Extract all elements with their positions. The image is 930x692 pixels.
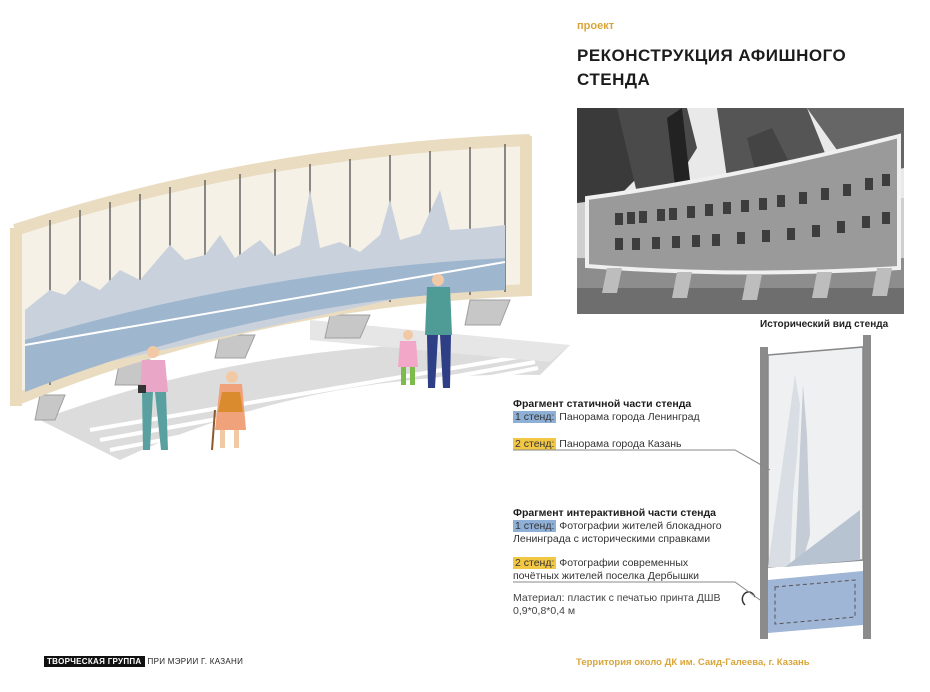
historic-caption: Исторический вид стенда — [760, 319, 889, 330]
page-title: РЕКОНСТРУКЦИЯ АФИШНОГО СТЕНДА — [577, 46, 847, 89]
stand-1-label: 1 стенд: — [515, 520, 555, 532]
footer-brand — [44, 656, 243, 667]
static-section-heading: Фрагмент статичной части стенда — [513, 398, 692, 410]
stand-2-label: 2 стенд: — [515, 438, 555, 450]
interactive-section-heading: Фрагмент интерактивной части стенда — [513, 507, 717, 519]
material-note: Материал: пластик с печатью принта ДШВ 0,9*0,8*0,4 м — [513, 592, 721, 617]
stand-2-label: 2 стенд: — [515, 557, 555, 569]
stand-2-text: Фотографии современных почётных жителей поселка Дербышки — [513, 557, 699, 582]
stand-1-label: 1 стенд: — [515, 411, 555, 423]
stand-1-text: Фотографии жителей блокадного Ленинграда с историческими справками — [513, 520, 722, 545]
brand-tag: ТВОРЧЕСКАЯ ГРУППА — [44, 656, 145, 667]
project-kicker: проект — [577, 20, 615, 32]
brand-rest: ПРИ МЭРИИ Г. КАЗАНИ — [147, 657, 244, 666]
stand-1-text: Панорама города Ленинград — [556, 411, 700, 423]
stand-2-text: Панорама города Казань — [556, 438, 682, 450]
footer-location: Территория около ДК им. Саид-Галеева, г. Казань — [576, 657, 810, 668]
